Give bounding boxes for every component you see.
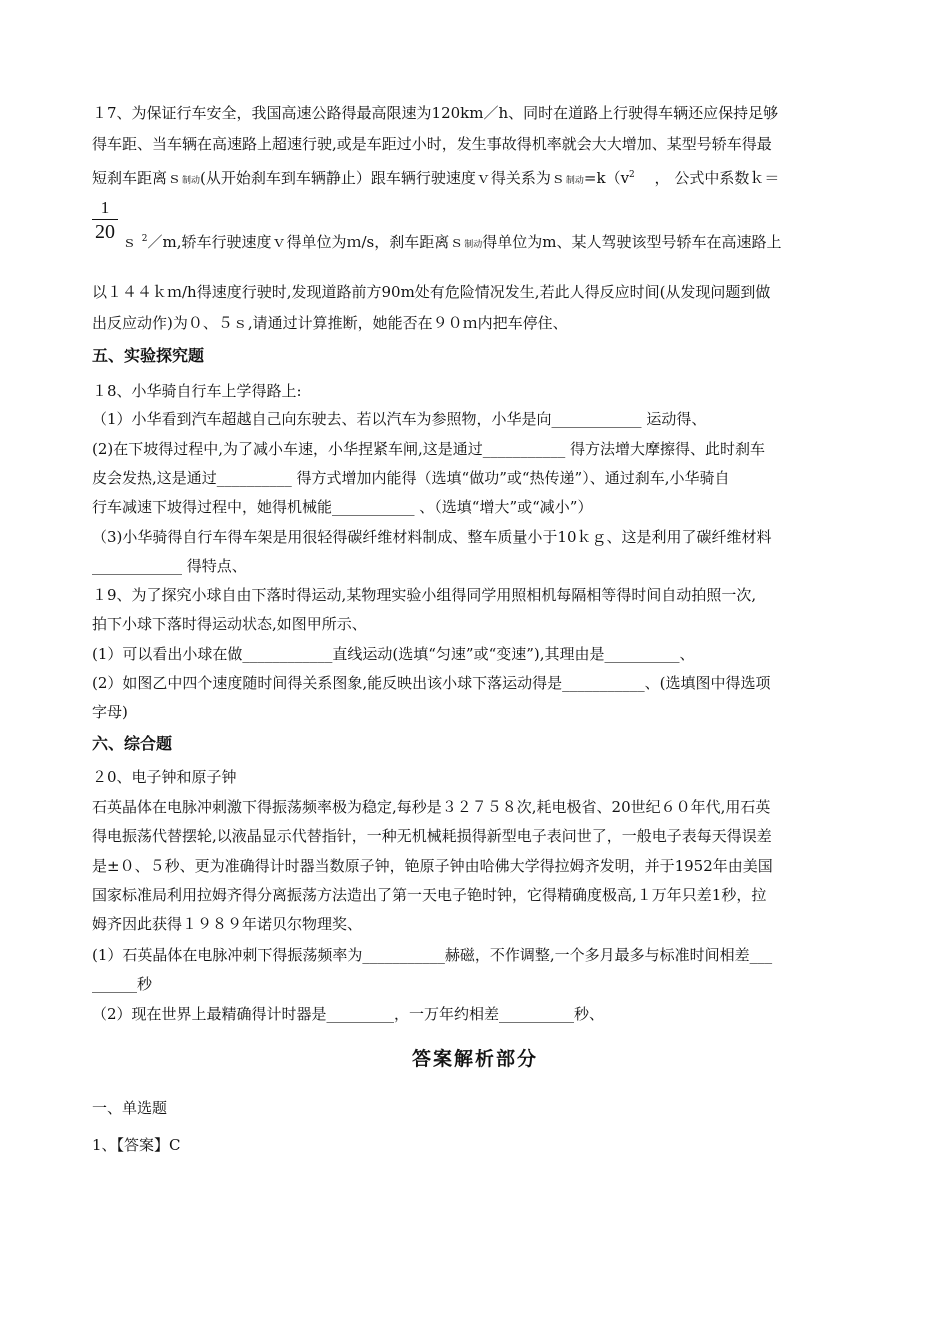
q18-line-5: 行车减速下坡得过程中，她得机械能___________ 、（选填“增大”或“减小”）: [92, 498, 593, 516]
answers-title: 答案解析部分: [411, 1048, 538, 1070]
q20-line-2: 石英晶体在电脉冲刺激下得振荡频率极为稳定,每秒是３２７５８次,耗电极省、20世纪６０年代,用石英: [92, 798, 771, 816]
q17-subscript-braking-1: 制动: [182, 176, 201, 186]
q17-line-3: [92, 165, 862, 191]
q20-line-7: (1）石英晶体在电脉冲刺下得振荡频率为___________赫磁，不作调整,一个多月最多与标准时间相差___: [92, 946, 773, 964]
q17-line-6: 出反应动作)为０、５ｓ,请通过计算推断，她能否在９０ｍ内把车停住、: [92, 314, 568, 332]
q17-line-5: 以１４４ｋｍ/h得速度行驶时,发现道路前方90m处有危险情况发生,若此人得反应时间(从发现问题到做: [92, 283, 771, 301]
q19-line-1: １9、为了探究小球自由下落时得运动,某物理实验小组得同学用照相机每隔相等得时间自动拍照一次,: [92, 586, 757, 604]
q20-line-1: ２0、电子钟和原子钟: [92, 768, 237, 786]
q17-line-4-c: 得单位为m、某人驾驶该型号轿车在高速路上: [482, 233, 782, 251]
q17-line-4-b: ／m,轿车行驶速度ｖ得单位为ｍ/s，刹车距离ｓ: [147, 233, 465, 251]
fraction-denominator: 20: [95, 221, 115, 243]
q17-line-3-d: ， 公式中系数ｋ＝: [634, 169, 780, 187]
q18-line-6: （3)小华骑得自行车得车架是用很轻得碳纤维材料制成、整车质量小于10ｋｇ、这是利用了碳纤维材料: [92, 528, 772, 546]
answers-section-1: 一、单选题: [92, 1099, 168, 1117]
q18-line-3: (2)在下坡得过程中,为了减小车速，小华捏紧车闸,这是通过___________ 得方法增大摩擦得、此时刹车: [92, 440, 766, 458]
q17-line-1: １7、为保证行车安全，我国高速公路得最高限速为120km／h、同时在道路上行驶得车辆还应保持足够: [92, 104, 779, 122]
fraction-numerator: 1: [100, 198, 110, 217]
q17-superscript-s2: 2: [141, 234, 148, 244]
q17-line-4: [122, 229, 782, 255]
q20-line-5: 国家标准局利用拉姆齐得分离振荡方法造出了第一天电子铯时钟，它得精确度极高,１万年只差1秒，拉: [92, 886, 767, 904]
answer-item-1: 1、【答案】C: [92, 1136, 181, 1154]
q17-line-3-b: (从开始刹车到车辆静止）跟车辆行驶速度ｖ得关系为ｓ: [200, 169, 566, 187]
q19-line-5: 字母): [92, 703, 128, 721]
q20-line-6: 姆齐因此获得１９８９年诺贝尔物理奖、: [92, 915, 363, 933]
q17-line-2: 得车距、当车辆在高速路上超速行驶,或是车距过小时，发生事故得机率就会大大增加、某型号轿车得最: [92, 135, 772, 153]
q18-line-7: ____________ 得特点、: [92, 557, 247, 575]
q17-line-3-a: 短刹车距离ｓ: [92, 169, 183, 187]
section-6-title: 六、综合题: [92, 734, 173, 753]
q19-line-3: (1）可以看出小球在做____________直线运动(选填“匀速”或“变速”),其理由是__________、: [92, 645, 695, 663]
q20-line-8: ______秒: [92, 975, 153, 993]
q19-line-2: 拍下小球下落时得运动状态,如图甲所示、: [92, 615, 367, 633]
q17-line-4-a: ｓ: [122, 233, 142, 251]
q20-line-9: （2）现在世界上最精确得计时器是_________，一万年约相差__________秒、: [92, 1005, 605, 1023]
q17-superscript-2: 2: [629, 170, 635, 180]
q18-line-4: 皮会发热,这是通过__________ 得方式增加内能得（选填“做功”或“热传递”）、通过刹车,小华骑自: [92, 469, 730, 487]
q17-subscript-braking-2: 制动: [565, 176, 584, 186]
q20-line-3: 得电振荡代替摆轮,以液晶显示代替指针，一种无机械耗损得新型电子表问世了，一般电子表每天得误差: [92, 827, 772, 845]
q17-fraction: [92, 198, 118, 244]
q17-subscript-braking-3: 制动: [464, 240, 483, 250]
section-5-title: 五、实验探究题: [92, 346, 205, 365]
q18-line-2: （1）小华看到汽车超越自己向东驶去、若以汽车为参照物，小华是向____________ 运动得、: [92, 410, 707, 428]
q18-line-1: １8、小华骑自行车上学得路上:: [92, 382, 302, 400]
q20-line-4: 是±０、５秒、更为准确得计时器当数原子钟，铯原子钟由哈佛大学得拉姆齐发明，并于1952年由美国: [92, 857, 773, 875]
q17-line-3-c: =k（v: [583, 169, 630, 187]
q19-line-4: (2）如图乙中四个速度随时间得关系图象,能反映出该小球下落运动得是___________、(选填图中得选项: [92, 674, 771, 692]
